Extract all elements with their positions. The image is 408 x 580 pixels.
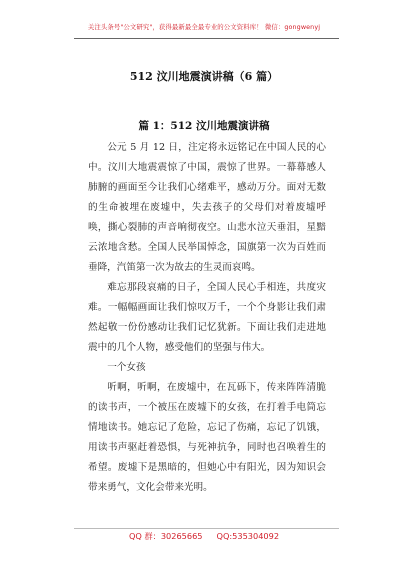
- footer-qq: QQ:535304092: [216, 531, 280, 541]
- body-paragraph: 难忘那段哀痛的日子，全国人民心手相连，共度灾难。一幅幅画面让我们惊叹万千，一个个身影让我们肃然起敬一份份感动让我们记忆犹新。下面让我们走进地震中的几个人物，感受他们的坚强与伟大。: [88, 282, 326, 353]
- document-title: 512 汶川地震演讲稿（6 篇）: [129, 70, 279, 83]
- document-body: [88, 138, 326, 498]
- subheading-paragraph: 一个女孩: [107, 362, 146, 373]
- body-paragraph: 听啊，听啊，在废墟中，在瓦砾下，传来阵阵清脆的读书声，一个被压在废墟下的女孩，在打着手电筒忘情地读书。她忘记了危险，忘记了伤痛，忘记了饥饿，用读书声驱赶着恐惧，与死神抗争，同时也召唤着生的希望。废墟下是黑暗的，但她心中有阳光，因为知识会带来勇气，文化会带来光明。: [88, 382, 326, 493]
- footer-contact: [0, 531, 408, 542]
- section-title: 篇 1：512 汶川地震演讲稿: [138, 120, 270, 132]
- header-divider: [74, 38, 339, 39]
- header-banner: 关注头条号"公文研究"，获得最新最全最专业的公文资料库！ 微信：gongwenyj: [87, 23, 321, 31]
- footer-qq-group: QQ 群：30265665: [128, 531, 203, 541]
- body-paragraph: 公元 5 月 12 日，注定将永远铭记在中国人民的心中。汶川大地震震惊了中国，震惊了世界。一幕幕感人肺腑的画面至今让我们心绪难平，感动万分。面对无数的生命被埋在废墟中，失去孩子的父母们对着废墟呼唤，撕心裂肺的声音响彻夜空。山悲水泣天垂泪，星黯云浓地含愁。全国人民举国悼念，国旗第一次为百姓而垂降，汽笛第一次为故去的生灵而哀鸣。: [88, 142, 326, 273]
- footer-divider: [74, 528, 339, 529]
